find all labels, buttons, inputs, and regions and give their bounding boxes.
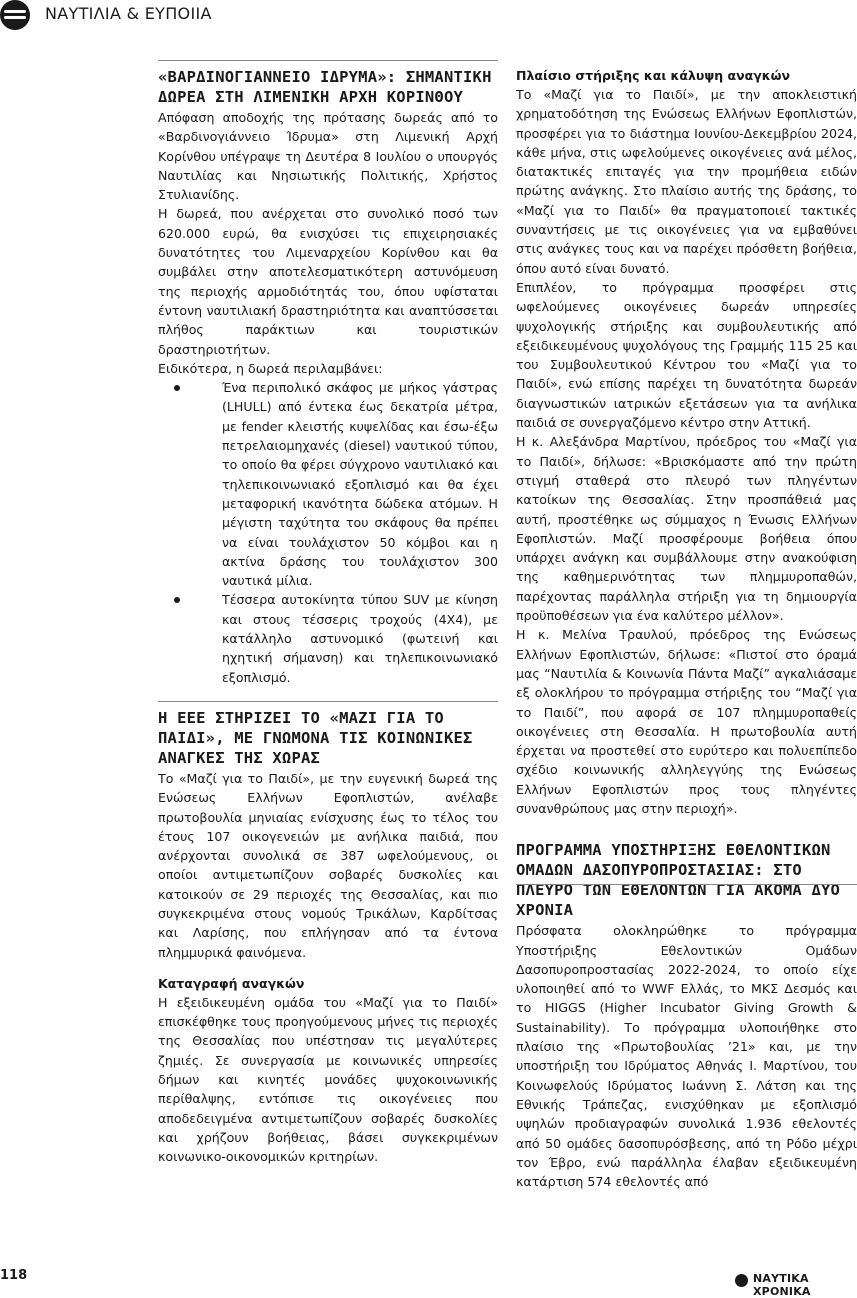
paragraph: Το «Μαζί για το Παιδί», με την αποκλειστική χρηματοδότηση της Ενώσεως Ελλήνων Εφοπλιστών, προσφέρει για το διάστημα Ιουνίου-Δεκεμβρίου 2024, κάθε μήνα, στις ωφελούμενες οικογένειες ανά μέλος, διατακτικές επιταγές για την προμήθεια ειδών πρώτης ανάγκης. Στο πλαίσιο αυτής της δράσης, το «Μαζί για το Παιδί» θα πραγματοποιεί τακτικές συναντήσεις με τις οικογένειες για να εμβαθύνει στις ανάγκες τους και να παρέχει πρόσθετη βοήθεια, όπου αυτό είναι δυνατό. — [516, 87, 857, 276]
paragraph: Πρόσφατα ολοκληρώθηκε το πρόγραμμα Υποστήριξης Εθελοντικών Ομάδων Δασοπυροπροστασίας 2022-2024, το οποίο είχε υλοποιηθεί από το WWF Ελλάς, το ΜΚΣ Δεσμός και το HIGGS (Higher Incubator Giving Growth & Sustainability). Το πρόγραμμα υλοποιήθηκε στο πλαίσιο της «Πρωτοβουλίας ’21» και, με την υποστήριξη του Ιδρύματος Αθηνάς Ι. Μαρτίνου, του Κοινωφελούς Ιδρύματος Ιωάννη Σ. Λάτση και της Εθνικής Τράπεζας, ενισχύθηκαν με εξοπλισμό υψηλών προδιαγραφών συνολικά 1.936 εθελοντές από 50 ομάδες δασοπυρόσβεσης, από τη Ρόδο μέχρι τον Έβρο, ενώ παράλληλα έλαβαν εξειδικευμένη κατάρτιση 574 εθελοντές από — [516, 923, 857, 1190]
left-column — [158, 60, 498, 1167]
paragraph: Το «Μαζί για το Παιδί», με την ευγενική δωρεά της Ενώσεως Ελλήνων Εφοπλιστών, ανέλαβε πρωτοβουλία μηνιαίας ενίσχυσης έως το τέλος του έτους 107 οικογενειών με ανήλικα παιδιά, που ανέρχονται συνολικά σε 387 ωφελούμενους, οι οποίοι αντιμετωπίζουν σοβαρές δυσκολίες και κατοικούν σε 29 περιοχές της Θεσσαλίας, και πιο συγκεκριμένα στους νομούς Τρικάλων, Καρδίτσας και Λαρίσης, που επλήγησαν από τα έντονα πλημμυρικά φαινόμενα. — [158, 770, 498, 960]
subheading: Πλαίσιο στήριξης και κάλυψη αναγκών — [516, 68, 790, 83]
paragraph: Επιπλέον, το πρόγραμμα προσφέρει στις ωφελούμενες οικογένειες δωρεάν υπηρεσίες ψυχολογικής στήριξης και συμβουλευτικής από εξειδικευμένους ψυχολόγους της Γραμμής 115 25 και του Συμβουλευτικού Κέντρου του «Μαζί για το Παιδί», ενώ επίσης παρέχει τη δυνατότητα δωρεάν διαγνωστικών ιατρικών εξετάσεων για τα ανήλικα παιδιά σε συνεργαζόμενο κέντρο στην Αττική. — [516, 279, 857, 431]
paragraph: Η κ. Μελίνα Τραυλού, πρόεδρος της Ενώσεως Ελλήνων Εφοπλιστών, δήλωσε: «Πιστοί στο όραμά μας “Ναυτιλία & Κοινωνία Πάντα Μαζί” αγκαλιάσαμε εξ ολοκλήρου το πρόγραμμα στήριξης του “Μαζί για το Παιδί”, που αφορά σε 107 πλημμυροπαθείς οικογένειες στη Θεσσαλία. Η πρωτοβουλία αυτή έρχεται να προστεθεί στο ευρύτερο και πολυεπίπεδο σχέδιο κοινωνικής αλληλεγγύης της Ενώσεως Ελλήνων Εφοπλιστών προς τους πληγέντες συνανθρώπους μας στην περιοχή». — [516, 627, 857, 816]
paragraph: Απόφαση αποδοχής της πρότασης δωρεάς από το «Βαρδινογιάννειο Ίδρυμα» στη Λιμενική Αρχή Κορίνθου υπέγραψε τη Δευτέρα 8 Ιουλίου ο υπουργός Ναυτιλίας και Νησιωτικής Πολιτικής, Χρήστος Στυλιανίδης. — [158, 110, 498, 203]
article-title: ΠΡΟΓΡΑΜΜΑ ΥΠΟΣΤΗΡΙΞΗΣ ΕΘΕΛΟΝΤΙΚΩΝ ΟΜΑΔΩΝ ΔΑΣΟΠΥΡΟΠΡΟΣΤΑΣΙΑΣ: ΣΤΟ ΠΛΕΥΡΟ ΤΩΝ ΕΘΕΛΟΝΤΩΝ ΓΙΑ ΑΚΟΜΑ ΔΥΟ ΧΡΟΝΙΑ — [516, 841, 841, 920]
divider — [158, 701, 498, 702]
brand-logo-icon — [735, 1274, 748, 1287]
article-title: Η ΕΕΕ ΣΤΗΡΙΖΕΙ ΤΟ «ΜΑΖΙ ΓΙΑ ΤΟ ΠΑΙΔΙ», ΜΕ ΓΝΩΜΟΝΑ ΤΙΣ ΚΟΙΝΩΝΙΚΕΣ ΑΝΑΓΚΕΣ ΤΗΣ ΧΩΡΑΣ — [158, 708, 473, 767]
paragraph: Η κ. Αλεξάνδρα Μαρτίνου, πρόεδρος του «Μαζί για το Παιδί», δήλωσε: «Βρισκόμαστε από την πρώτη στιγμή σταθερά στο πλευρό των πληγέντων κατοίκων της Θεσσαλίας. Στην προσπάθειά μας αυτή, προστέθηκε ως σύμμαχος η Ένωσις Ελλήνων Εφοπλιστών. Μαζί προσφέρουμε βοήθεια όπου υπάρχει ανάγκη και συμβάλλουμε στην ανακούφιση της καθημερινότητας των πλημμυροπαθών, παρέχοντας παράλληλα στήριξη για τη δημιουργία προϋποθέσεων για ένα καλύτερο μέλλον». — [516, 434, 857, 624]
paragraph: Ειδικότερα, η δωρεά περιλαμβάνει: — [158, 360, 383, 376]
section-title: ΝΑΥΤΙΛΙΑ & ΕΥΠΟΙΙΑ — [45, 4, 212, 23]
bullet-list — [158, 378, 498, 687]
divider — [516, 884, 857, 885]
paragraph: Η δωρεά, που ανέρχεται στο συνολικό ποσό των 620.000 ευρώ, θα ενισχύσει τις επιχειρησιακές δυνατότητες του Λιμεναρχείου Κορίνθου και θα συμβάλει στην αποτελεσματικότερη αστυνόμευση της περιοχής αρμοδιότητάς του, όπου υφίσταται έντονη ναυτιλιακή δραστηριότητα και αναπτύσσεται πλήθος παράκτιων και τουριστικών δραστηριοτήτων. — [158, 206, 498, 357]
page-number: 118 — [0, 1268, 28, 1283]
article-title: «ΒΑΡΔΙΝΟΓΙΑΝΝΕΙΟ ΙΔΡΥΜΑ»: ΣΗΜΑΝΤΙΚΗ ΔΩΡΕΑ ΣΤΗ ΛΙΜΕΝΙΚΗ ΑΡΧΗ ΚΟΡΙΝΘΟΥ — [158, 68, 492, 106]
divider — [158, 60, 498, 61]
paragraph: Η εξειδικευμένη ομάδα του «Μαζί για το Παιδί» επισκέφθηκε τους προηγούμενους μήνες τις περιοχές της Θεσσαλίας που υπέστησαν τις μεγαλύτερες ζημιές. Σε συνεργασία με κοινωνικές υπηρεσίες δήμων και κινητές μονάδες ψυχοκοινωνικής περίθαλψης, εντόπισε τις οικογένειες που αποδεδειγμένα αντιμετωπίζουν σοβαρές δυσκολίες και χρήζουν βοήθειας, βάσει συγκεκριμένων κοινωνικο-οικονομικών κριτηρίων. — [158, 994, 498, 1165]
list-item: Τέσσερα αυτοκίνητα τύπου SUV με κίνηση και στους τέσσερις τροχούς (4X4), με κατάλληλο αστυνομικό (φωτεινή και ηχητική σήμανση) και τηλεπικοινωνιακό εξοπλισμό. — [222, 590, 498, 686]
list-item: Ένα περιπολικό σκάφος με μήκος γάστρας (LHULL) από έντεκα έως δεκατρία μέτρα, με fender κλειστής κυψελίδας και έσω-έξω πετρελαιομηχανές (diesel) ναυτικού τύπου, το οποίο θα φέρει σύγχρονο ναυτιλιακό και τηλεπικοινωνιακό εξοπλισμό και θα έχει μεταφορική ικανότητα δώδεκα ατόμων. Η μέγιστη ταχύτητα του σκάφους θα πρέπει να είναι τουλάχιστον 50 κόμβοι και η ακτίνα δράσης του τουλάχιστον 300 ναυτικά μίλια. — [222, 378, 498, 590]
magazine-logo-icon — [0, 0, 30, 30]
subheading: Καταγραφή αναγκών — [158, 975, 305, 991]
brand-name: ΝΑΥΤΙΚΑ ΧΡΟΝΙΚΑ — [753, 1272, 811, 1298]
right-column — [516, 66, 857, 1191]
